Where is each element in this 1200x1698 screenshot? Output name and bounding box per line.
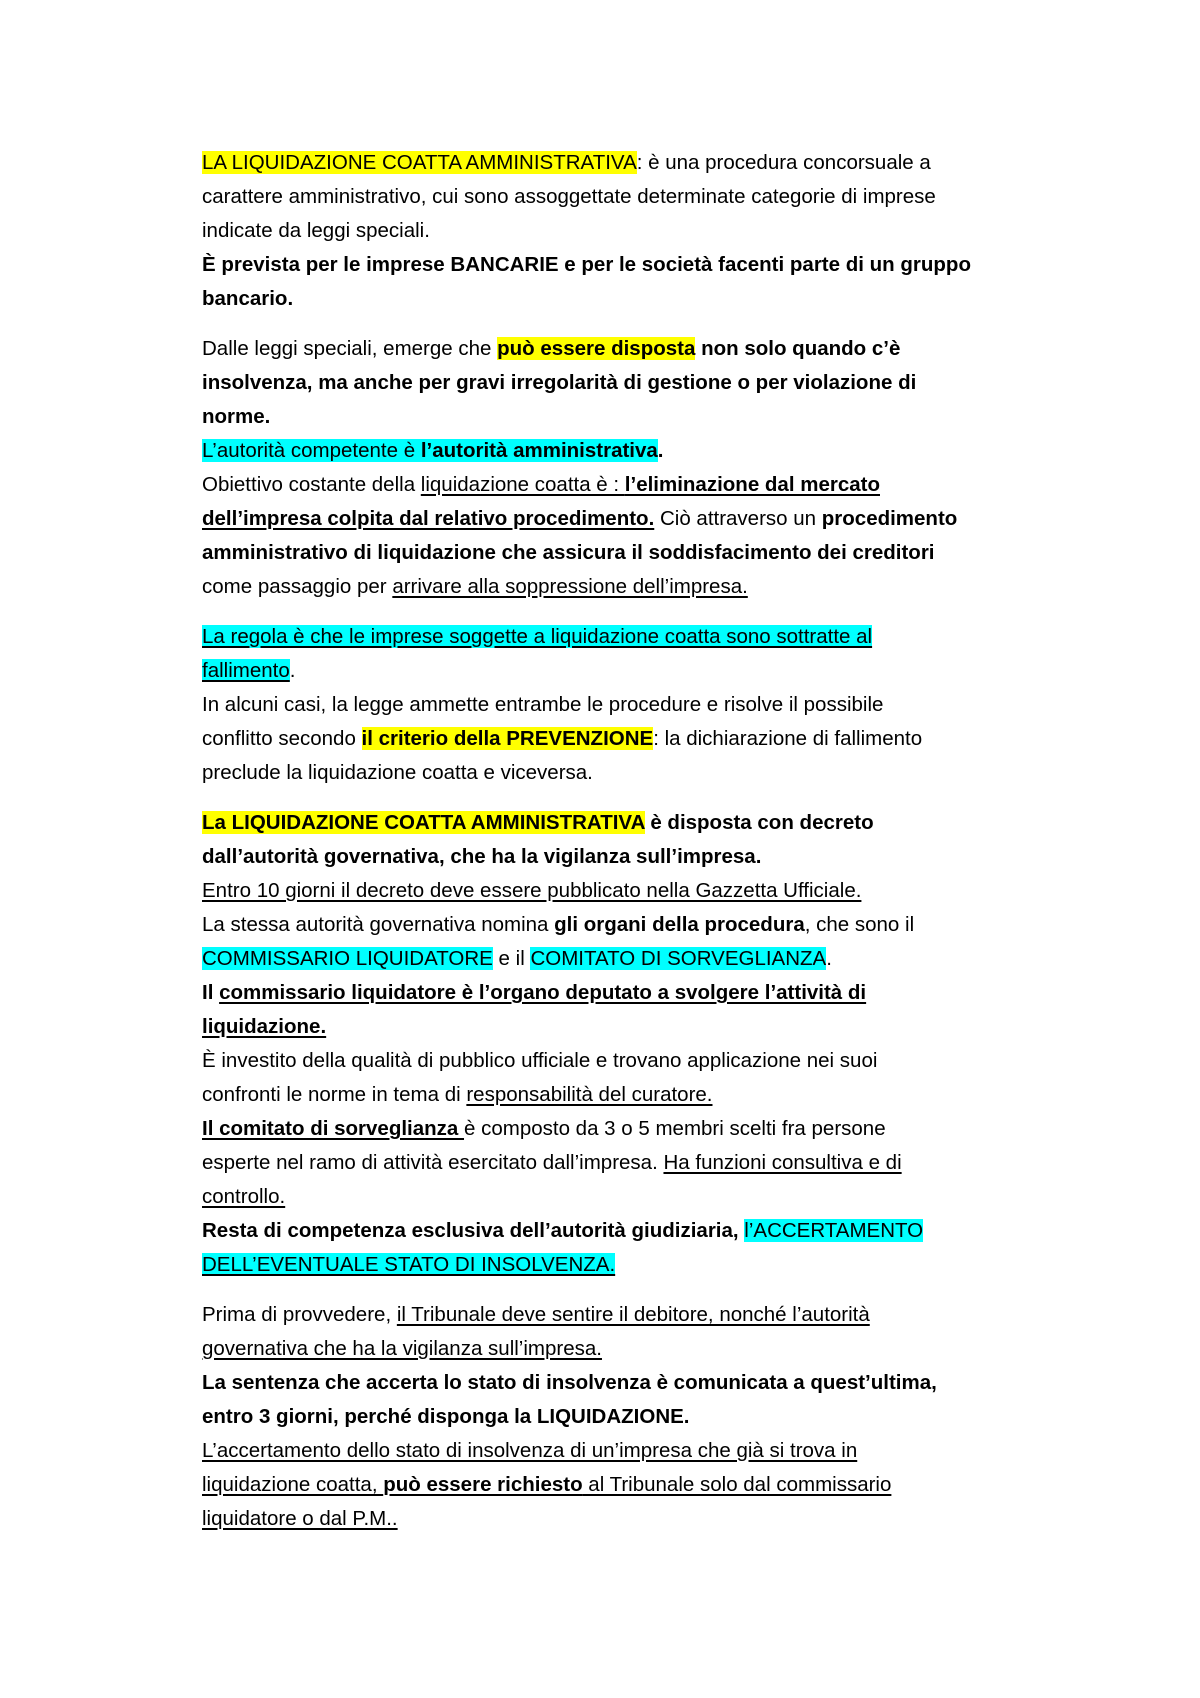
- text-run: l’eliminazione dal mercato: [624, 473, 880, 496]
- text-line: [202, 434, 1022, 468]
- highlighted-text: LA LIQUIDAZIONE COATTA AMMINISTRATIVA: [202, 151, 637, 174]
- text-line: [202, 1400, 1022, 1434]
- text-line: [202, 400, 1022, 434]
- text-run: arrivare alla soppressione dell’impresa.: [392, 575, 748, 598]
- text-line: [202, 1248, 1022, 1282]
- highlighted-text: COMITATO DI SORVEGLIANZA: [530, 947, 827, 970]
- text-line: [202, 976, 1022, 1010]
- text-run: .: [826, 947, 832, 970]
- text-run: L’accertamento dello stato di insolvenza di un’impresa che già si trova in: [202, 1439, 858, 1462]
- text-run: Entro 10 giorni il decreto deve essere pubblicato nella Gazzetta Ufficiale.: [202, 879, 862, 902]
- text-run: , che sono il: [804, 913, 915, 936]
- text-line: [202, 536, 1022, 570]
- text-line: [202, 248, 1022, 282]
- text-run: procedimento: [821, 507, 958, 530]
- text-line: [202, 1366, 1022, 1400]
- text-run: commissario liquidatore è l’organo deputato a svolgere l’attività di: [219, 981, 867, 1004]
- text-run: Ha funzioni consultiva e di: [663, 1151, 902, 1174]
- text-line: [202, 146, 1022, 180]
- highlighted-text: L’autorità competente è: [202, 439, 421, 462]
- text-run: Il comitato di sorveglianza: [202, 1117, 465, 1140]
- paragraph: [202, 620, 1022, 790]
- text-run: In alcuni casi, la legge ammette entrambe le procedure e risolve il possibile: [202, 693, 884, 716]
- text-line: [202, 332, 1022, 366]
- highlighted-text: La regola è che le imprese soggette a liquidazione coatta sono sottratte al: [202, 625, 873, 648]
- text-line: [202, 1214, 1022, 1248]
- text-run: bancario.: [202, 287, 294, 310]
- text-run: La sentenza che accerta lo stato di insolvenza è comunicata a quest’ultima,: [202, 1371, 937, 1394]
- text-run: gli organi della procedura: [554, 913, 805, 936]
- highlighted-text: può essere disposta: [497, 337, 696, 360]
- text-run: controllo.: [202, 1185, 286, 1208]
- text-run: norme.: [202, 405, 271, 428]
- text-run: come passaggio per: [202, 575, 393, 598]
- paragraph: [202, 806, 1022, 1282]
- text-line: [202, 1468, 1022, 1502]
- text-line: [202, 1298, 1022, 1332]
- text-line: [202, 942, 1022, 976]
- text-run: liquidatore o dal P.M..: [202, 1507, 398, 1530]
- text-run: Prima di provvedere,: [202, 1303, 397, 1326]
- highlighted-text: fallimento: [202, 659, 290, 682]
- text-run: : è una procedura concorsuale a: [636, 151, 931, 174]
- text-line: [202, 1146, 1022, 1180]
- text-line: [202, 1044, 1022, 1078]
- text-run: dall’autorità governativa, che ha la vigilanza sull’impresa.: [202, 845, 762, 868]
- text-line: [202, 1502, 1022, 1536]
- text-line: [202, 1180, 1022, 1214]
- paragraph: [202, 332, 1022, 604]
- text-run: è disposta con decreto: [644, 811, 874, 834]
- highlighted-text: l’ACCERTAMENTO: [744, 1219, 924, 1242]
- text-line: [202, 366, 1022, 400]
- text-run: al Tribunale solo dal commissario: [582, 1473, 892, 1496]
- highlighted-text: COMMISSARIO LIQUIDATORE: [202, 947, 493, 970]
- paragraph: [202, 146, 1022, 316]
- text-run: il Tribunale deve sentire il debitore, nonché l’autorità: [396, 1303, 870, 1326]
- text-run: è composto da 3 o 5 membri scelti fra persone: [464, 1117, 886, 1140]
- text-line: [202, 1078, 1022, 1112]
- text-run: indicate da leggi speciali.: [202, 219, 430, 242]
- text-run: Ciò attraverso un: [654, 507, 822, 530]
- text-line: [202, 502, 1022, 536]
- text-run: entro 3 giorni, perché disponga la LIQUIDAZIONE.: [202, 1405, 690, 1428]
- text-run: e il: [492, 947, 531, 970]
- text-line: [202, 570, 1022, 604]
- text-line: [202, 756, 1022, 790]
- text-run: esperte nel ramo di attività esercitato dall’impresa.: [202, 1151, 664, 1174]
- text-run: responsabilità del curatore.: [466, 1083, 713, 1106]
- text-line: [202, 1112, 1022, 1146]
- text-line: [202, 840, 1022, 874]
- text-run: carattere amministrativo, cui sono assoggettate determinate categorie di imprese: [202, 185, 936, 208]
- text-line: [202, 468, 1022, 502]
- paragraph: [202, 1298, 1022, 1536]
- text-run: dell’impresa colpita dal relativo procedimento.: [202, 507, 655, 530]
- text-run: È prevista per le imprese BANCARIE e per le società facenti parte di un gruppo: [202, 253, 971, 276]
- text-run: liquidazione.: [202, 1015, 327, 1038]
- text-run: amministrativo di liquidazione che assicura il soddisfacimento dei creditori: [202, 541, 935, 564]
- highlighted-text: il criterio della PREVENZIONE: [361, 727, 654, 750]
- highlighted-text: l’autorità amministrativa: [420, 439, 658, 462]
- document-body: [202, 146, 1022, 1552]
- text-run: può essere richiesto: [383, 1473, 583, 1496]
- text-run: Obiettivo costante della: [202, 473, 421, 496]
- text-line: [202, 806, 1022, 840]
- text-line: [202, 214, 1022, 248]
- text-run: non solo quando c’è: [695, 337, 901, 360]
- text-run: preclude la liquidazione coatta e viceversa.: [202, 761, 593, 784]
- text-line: [202, 874, 1022, 908]
- highlighted-text: La LIQUIDAZIONE COATTA AMMINISTRATIVA: [202, 811, 645, 834]
- text-line: [202, 1434, 1022, 1468]
- text-line: [202, 688, 1022, 722]
- text-run: Dalle leggi speciali, emerge che: [202, 337, 498, 360]
- text-run: liquidazione coatta,: [202, 1473, 384, 1496]
- text-run: liquidazione coatta è :: [420, 473, 625, 496]
- text-run: confronti le norme in tema di: [202, 1083, 467, 1106]
- text-run: conflitto secondo: [202, 727, 362, 750]
- text-run: La stessa autorità governativa nomina: [202, 913, 555, 936]
- text-line: [202, 908, 1022, 942]
- text-line: [202, 722, 1022, 756]
- text-run: .: [657, 439, 664, 462]
- text-run: : la dichiarazione di fallimento: [653, 727, 923, 750]
- text-run: governativa che ha la vigilanza sull’impresa.: [202, 1337, 602, 1360]
- highlighted-text: DELL’EVENTUALE STATO DI INSOLVENZA.: [202, 1253, 616, 1276]
- text-line: [202, 654, 1022, 688]
- text-line: [202, 180, 1022, 214]
- text-run: Il: [202, 981, 220, 1004]
- text-line: [202, 1332, 1022, 1366]
- text-run: Resta di competenza esclusiva dell’autorità giudiziaria,: [202, 1219, 745, 1242]
- text-run: insolvenza, ma anche per gravi irregolarità di gestione o per violazione di: [202, 371, 917, 394]
- text-line: [202, 1010, 1022, 1044]
- text-run: .: [289, 659, 296, 682]
- text-line: [202, 620, 1022, 654]
- text-line: [202, 282, 1022, 316]
- text-run: È investito della qualità di pubblico ufficiale e trovano applicazione nei suoi: [202, 1049, 878, 1072]
